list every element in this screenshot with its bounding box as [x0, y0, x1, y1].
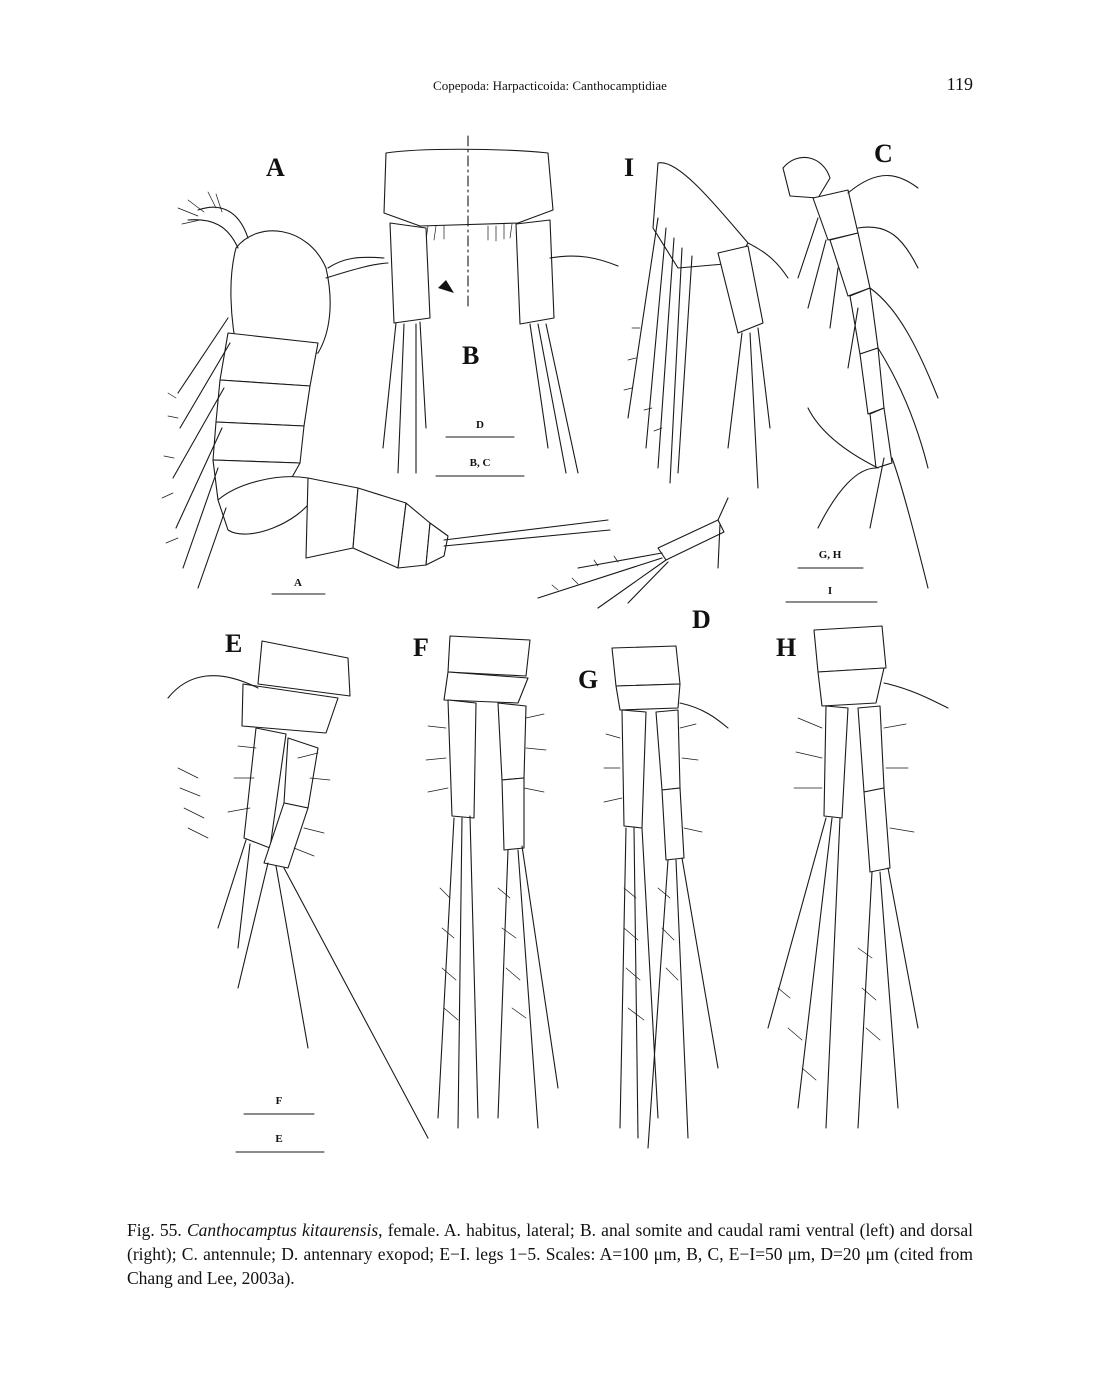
- panel-d-exopod: [538, 498, 728, 608]
- scale-bar-f: [244, 1095, 314, 1114]
- caption-lead: Fig. 55.: [127, 1219, 182, 1240]
- panel-i-leg5: [624, 163, 788, 488]
- scale-bar-i: [786, 585, 877, 602]
- figure-caption: [127, 1218, 973, 1290]
- scale-bar-bc-label: B, C: [469, 457, 491, 469]
- scale-bar-f-label: F: [275, 1095, 283, 1107]
- running-head: [0, 74, 1100, 96]
- panel-g-leg3: [604, 646, 728, 1148]
- scale-bar-d-label: D: [476, 419, 484, 431]
- panel-c-antennule: [783, 157, 938, 588]
- panel-label-i: I: [624, 153, 635, 182]
- page-number: 119: [946, 74, 973, 94]
- panel-label-g: G: [578, 665, 599, 694]
- scale-bar-a-label: A: [294, 577, 302, 589]
- panel-label-f: F: [413, 633, 429, 662]
- caption-text: , female. A. habitus, lateral; B. anal somite and caudal rami ventral (left) and dorsal (right); C. antennule; D. antennary exopod; E−I. legs 1−5. Scales: A=100 μm, B, C, E−I=50 μm, D=20 μm (cited from Chang and Lee, 2003a).: [127, 1219, 974, 1288]
- running-title: Copepoda: Harpacticoida: Canthocamptidiae: [433, 78, 667, 93]
- panel-f-leg2: [426, 636, 558, 1128]
- scale-bar-gh-label: G, H: [818, 549, 842, 561]
- panel-label-b: B: [462, 341, 480, 370]
- panel-label-c: C: [874, 139, 893, 168]
- scale-bar-bc: [436, 457, 524, 476]
- scale-bar-gh: [798, 549, 863, 568]
- scale-bar-e-label: E: [275, 1133, 283, 1145]
- panel-b-anal-somite: [328, 136, 618, 473]
- scale-bar-i-label: I: [827, 585, 833, 597]
- figure-plate: [158, 128, 978, 1173]
- scale-bar-e: [236, 1133, 324, 1152]
- panel-e-leg1: [168, 641, 428, 1138]
- scale-bar-a: [272, 577, 325, 594]
- panel-label-d: D: [692, 605, 711, 634]
- scale-bar-d: [446, 419, 514, 437]
- figure-drawing: [158, 128, 978, 1173]
- panel-label-e: E: [225, 629, 243, 658]
- panel-label-h: H: [776, 633, 797, 662]
- panel-label-a: A: [266, 153, 285, 182]
- panel-h-leg4: [768, 626, 948, 1128]
- caption-species: Canthocamptus kitaurensis: [186, 1219, 379, 1240]
